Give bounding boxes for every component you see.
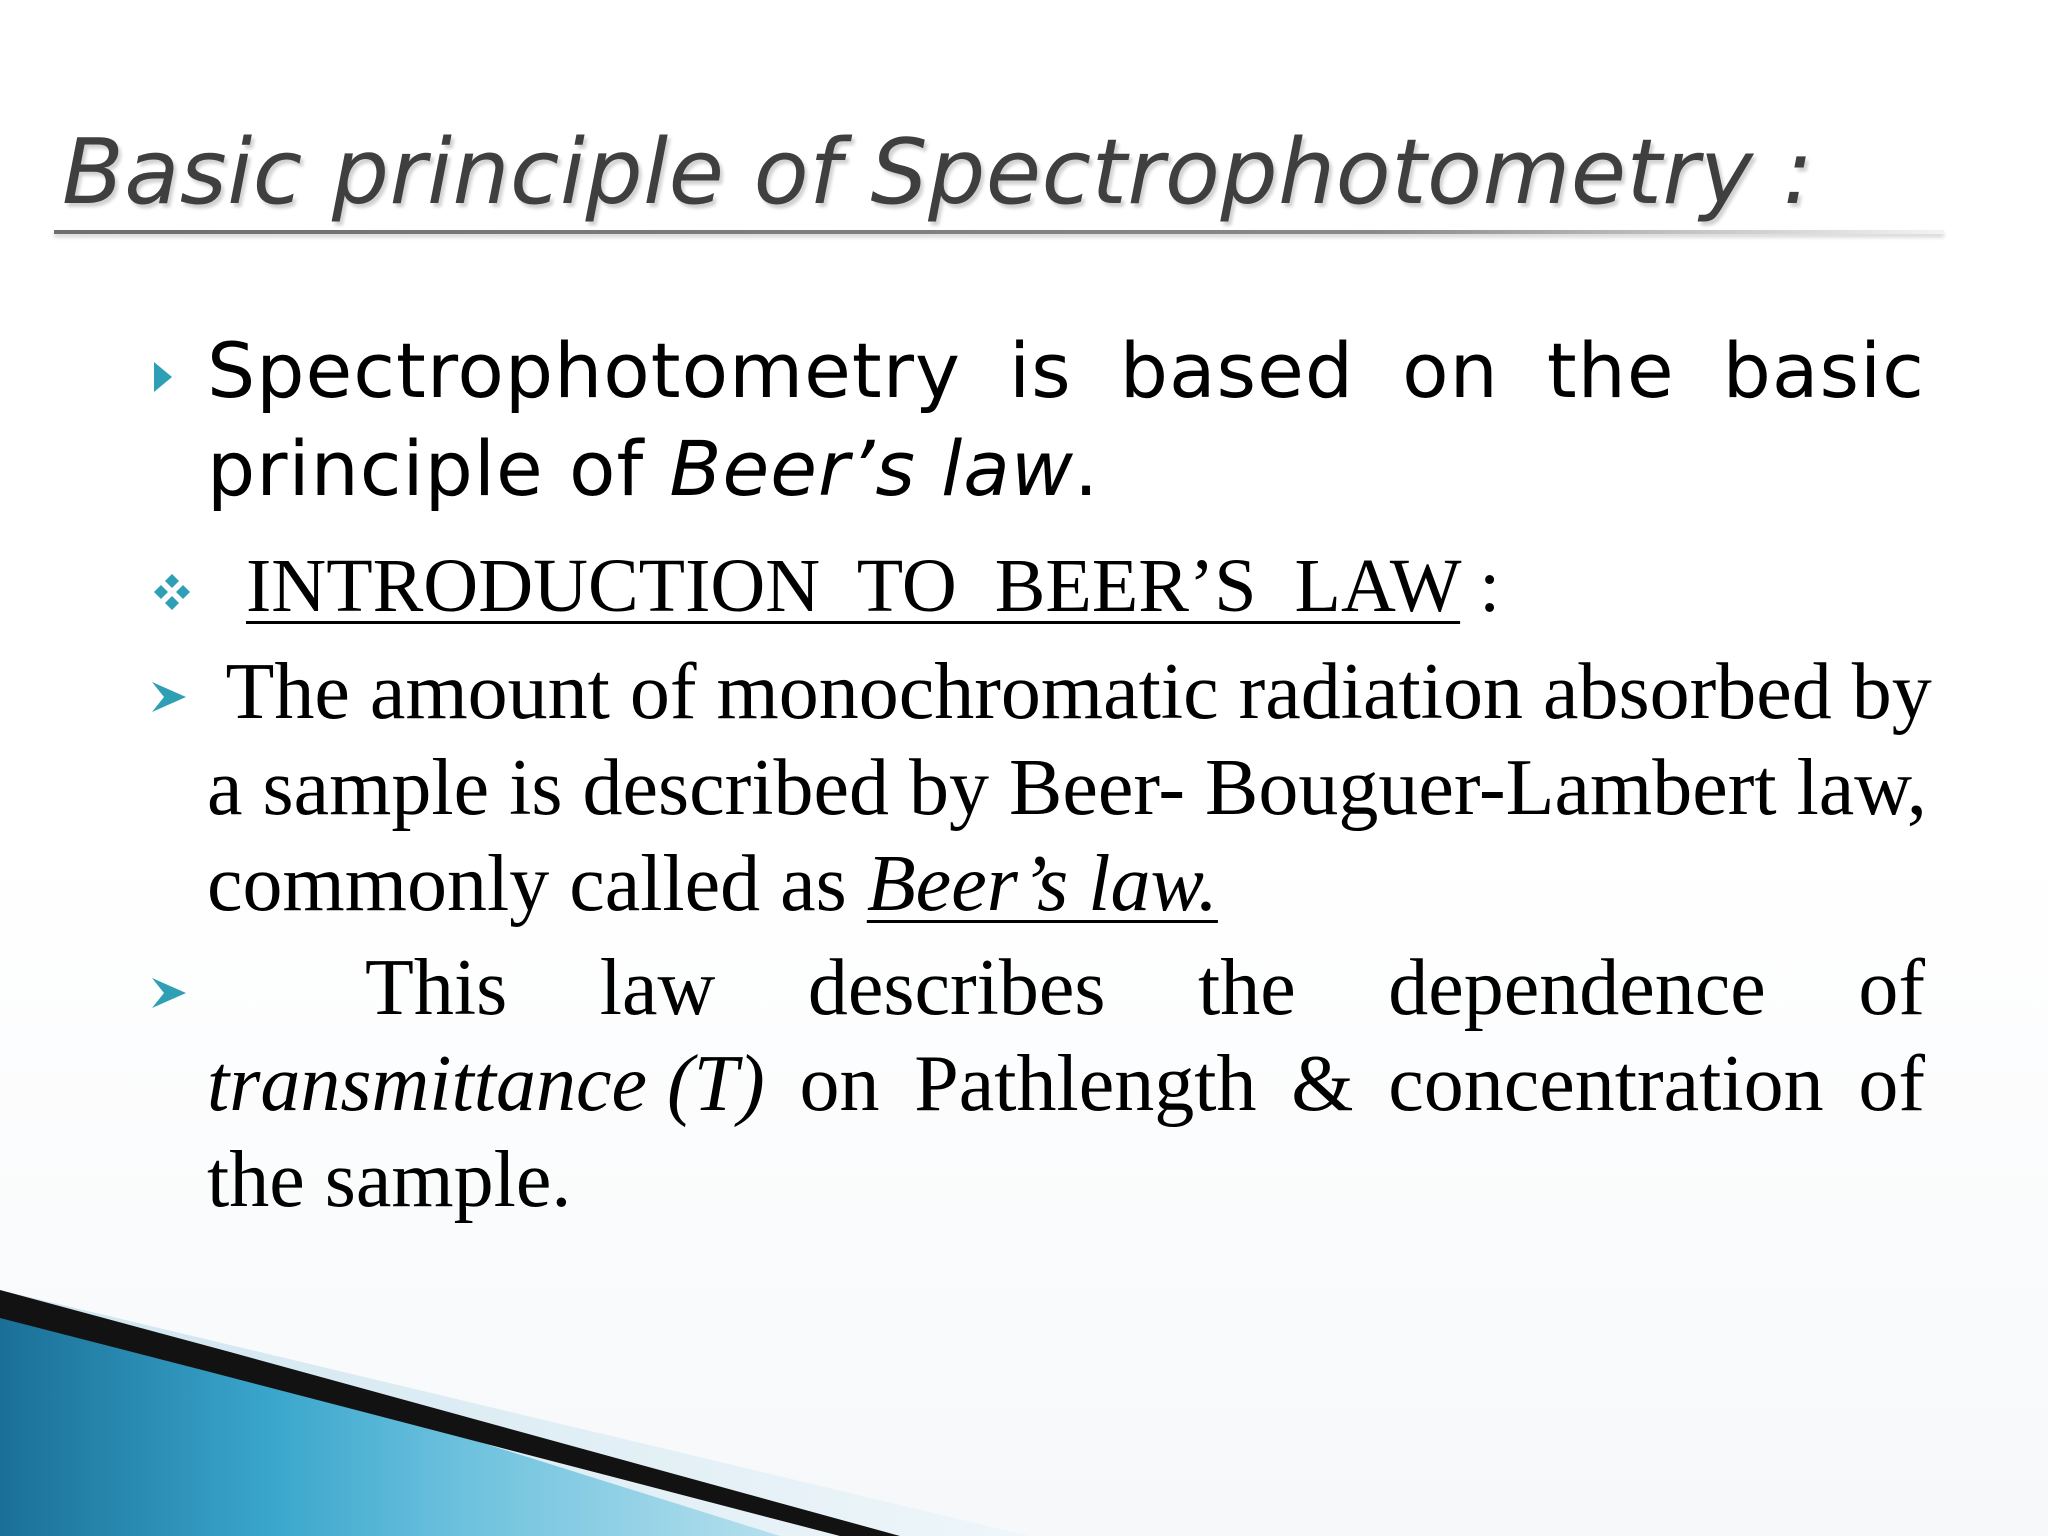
word: of	[1858, 944, 1925, 1032]
heading-colon: :	[1460, 544, 1501, 628]
word: on	[1402, 326, 1499, 415]
corner-pale-band	[0, 1290, 1030, 1536]
word: the	[1546, 326, 1675, 415]
word: basic	[1722, 326, 1925, 415]
bullet-3-line-2: a sample is described by Beer- Bouguer-Lambert law,	[207, 744, 1927, 832]
word: describes	[807, 944, 1106, 1032]
bullet-4-line-2	[207, 1036, 1925, 1132]
text: commonly called as	[207, 840, 867, 928]
four-diamond-bullet-icon	[152, 572, 192, 612]
word: dependence	[1388, 944, 1766, 1032]
bullet-4-line-1	[207, 940, 1925, 1036]
bullet-1-text	[207, 322, 1925, 518]
word: based	[1119, 326, 1355, 415]
arrowhead-bullet-icon	[150, 680, 188, 714]
beers-law-underlined: Beer’s law.	[866, 840, 1218, 928]
intro-heading: INTRODUCTION TO BEER’S LAW	[246, 544, 1461, 628]
word: concentration	[1388, 1040, 1824, 1128]
word: the	[1198, 944, 1296, 1032]
corner-dark-stripe	[0, 1290, 900, 1536]
word: &	[1291, 1040, 1354, 1128]
beers-law-italic: Beer’s law	[669, 424, 1075, 513]
arrowhead-bullet-icon	[150, 976, 188, 1010]
word: on	[799, 1040, 880, 1128]
word: Spectrophotometry	[207, 326, 961, 415]
bullet-3-text	[207, 644, 1932, 932]
transmittance-italic: transmittance (T)	[207, 1040, 765, 1128]
word: law	[599, 944, 716, 1032]
bullet-3-line-3	[207, 836, 1925, 932]
bullet-3-line-1: The amount of monochromatic radiation absorbed by	[207, 648, 1932, 736]
text: .	[1074, 424, 1100, 513]
bullet-1-line-2	[207, 420, 1925, 518]
word: of	[1858, 1040, 1925, 1128]
bullet-2-heading	[246, 538, 1946, 634]
word: Pathlength	[914, 1040, 1257, 1128]
bullet-4-line-3: the sample.	[207, 1136, 572, 1224]
word: is	[1008, 326, 1072, 415]
bullet-1-line-1	[207, 322, 1925, 420]
corner-blue-band	[0, 1292, 780, 1536]
teal-triangle-bullet-icon	[152, 360, 174, 394]
title-underline	[54, 230, 1944, 234]
text: principle of	[207, 424, 670, 513]
word: This	[365, 944, 508, 1032]
slide-title: Basic principle of Spectrophotometry :	[62, 120, 1814, 225]
bullet-4-text	[207, 940, 1925, 1228]
